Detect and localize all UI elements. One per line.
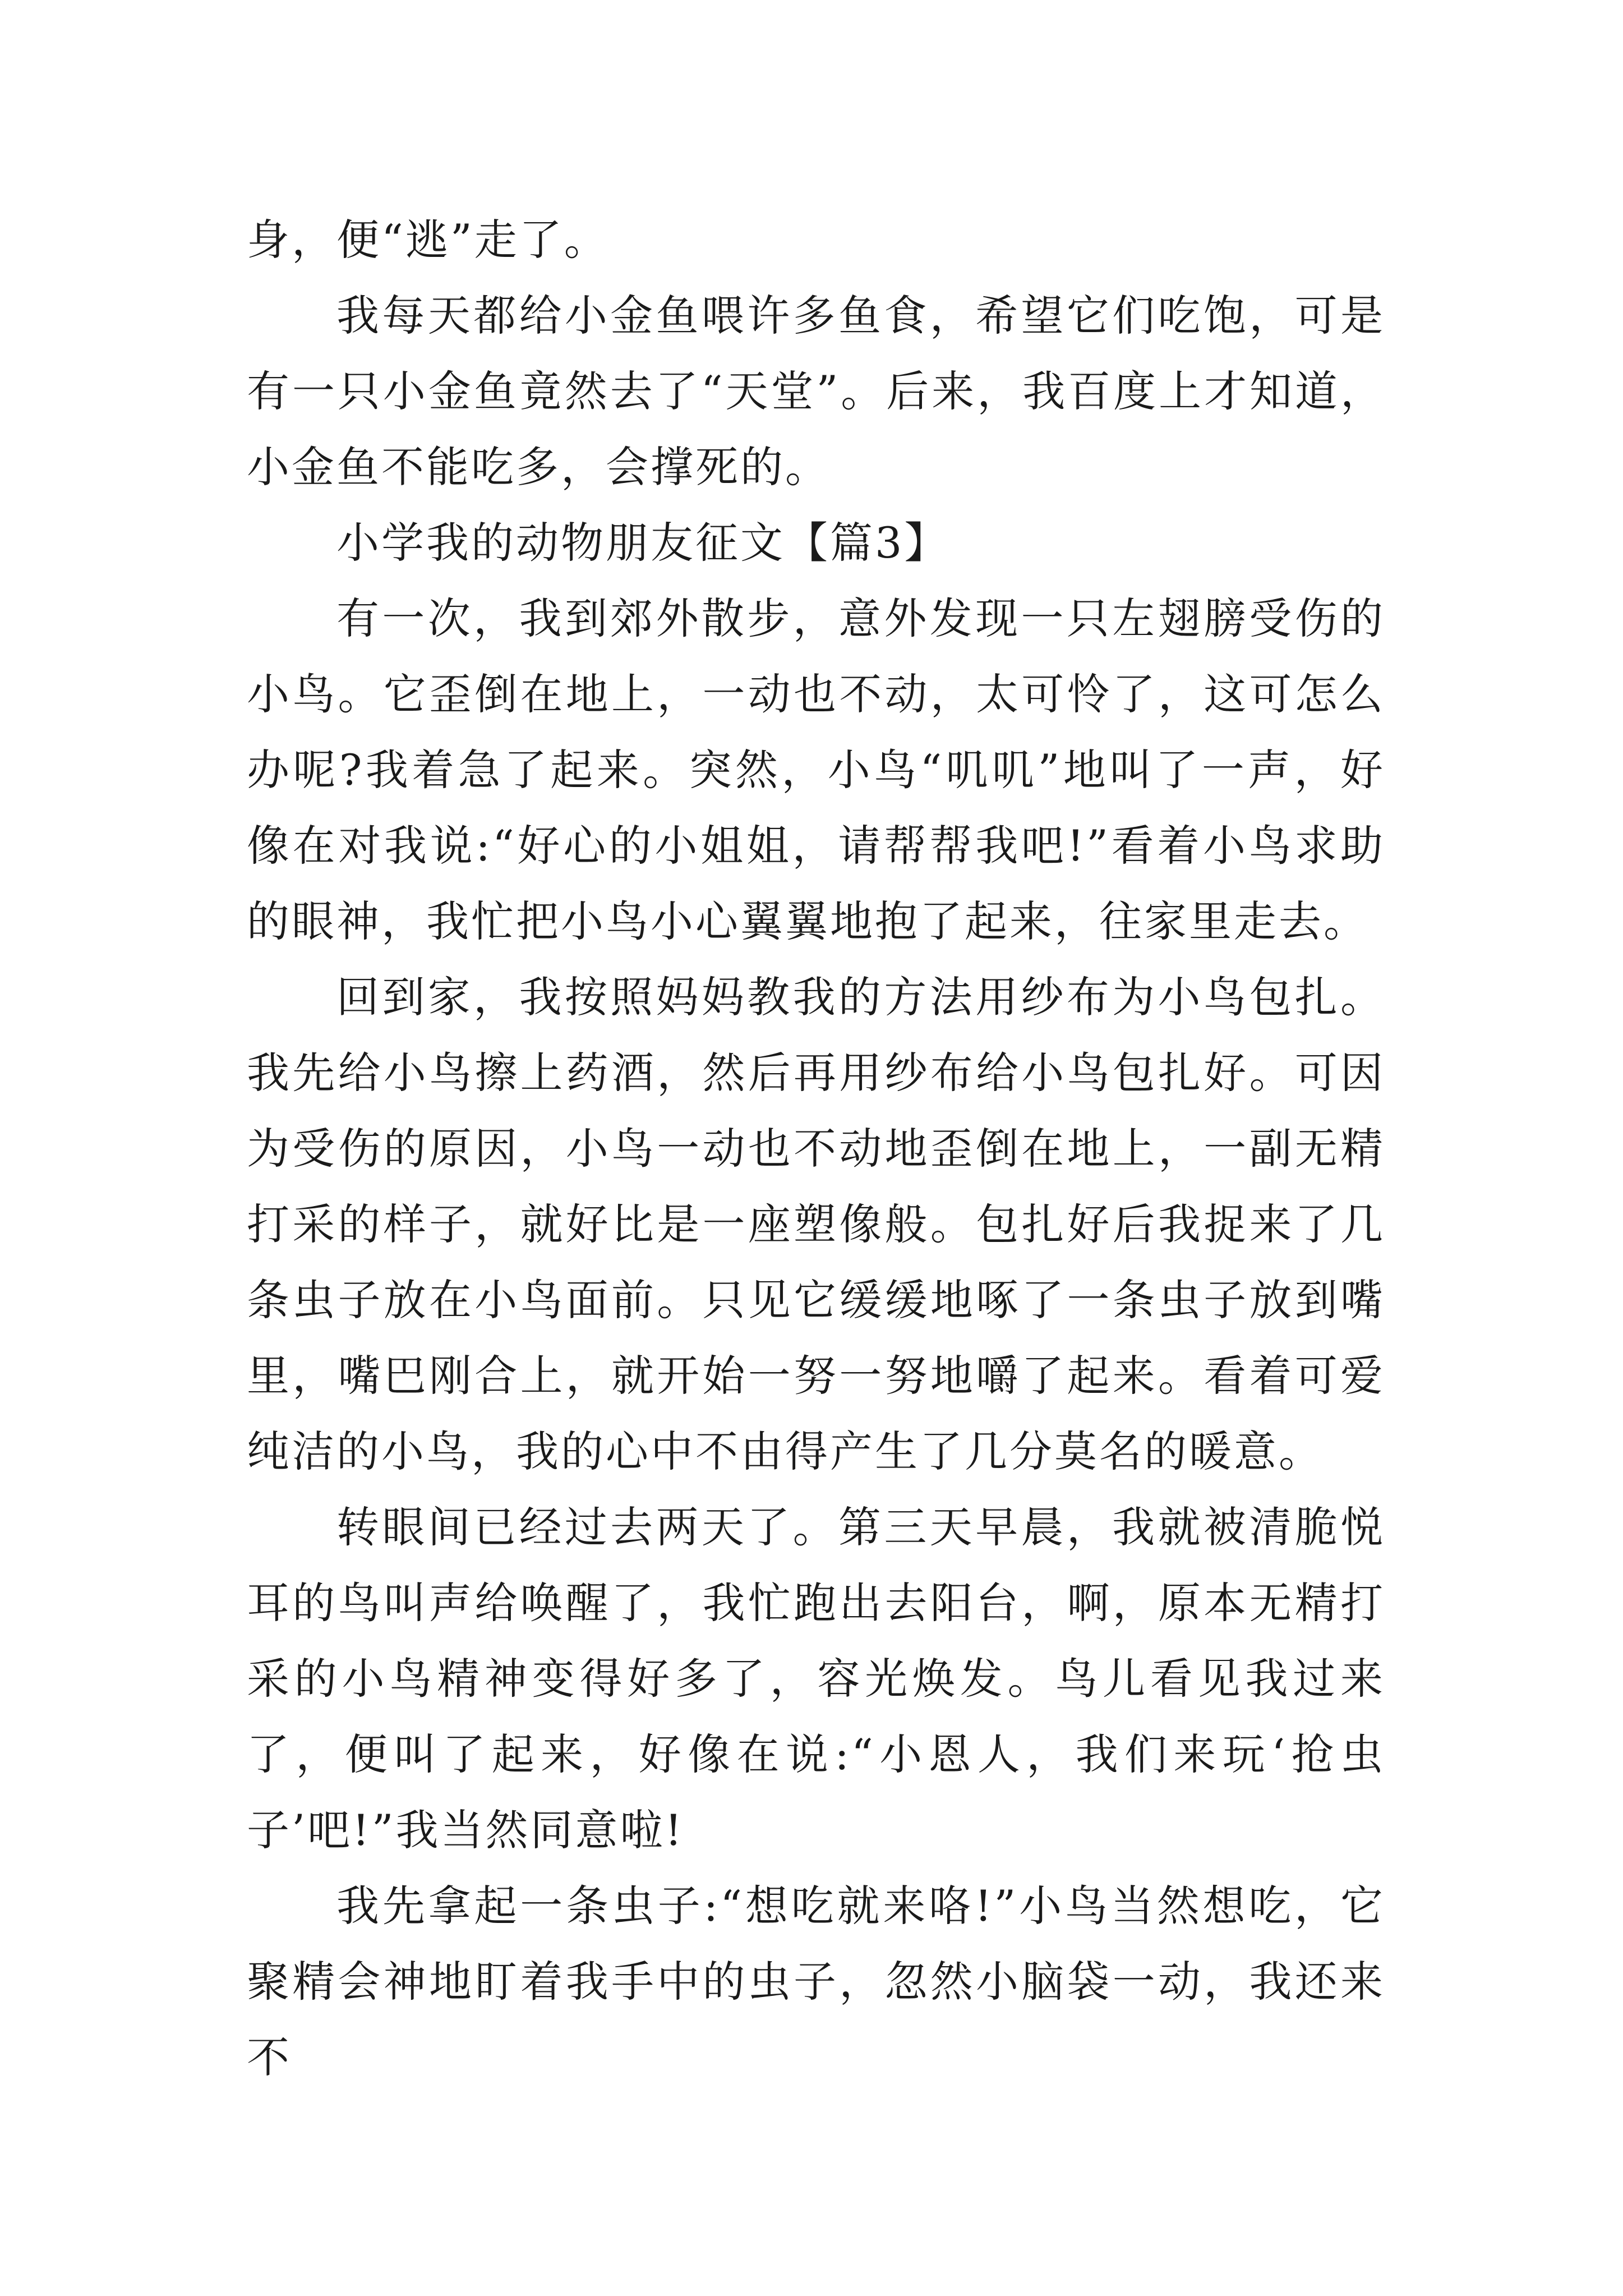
section-heading: 小学我的动物朋友征文【篇3】 xyxy=(336,518,949,568)
paragraph-goldfish: 我每天都给小金鱼喂许多鱼食，希望它们吃饱，可是有一只小金鱼竟然去了“天堂”。后来，我百度上才知道，小金鱼不能吃多，会撑死的。 xyxy=(247,291,1385,492)
paragraph-continuation: 身，便“逃”走了。 xyxy=(247,215,609,265)
paragraph-catch-worm: 我先拿起一条虫子:“想吃就来咯!”小鸟当然想吃，它聚精会神地盯着我手中的虫子，忽然小脑袋一动，我还来不 xyxy=(247,1881,1385,2082)
document-body xyxy=(247,202,1385,2095)
paragraph-found-bird: 有一次，我到郊外散步，意外发现一只左翅膀受伤的小鸟。它歪倒在地上，一动也不动，太可怜了，这可怎么办呢?我着急了起来。突然，小鸟“叽叽”地叫了一声，好像在对我说:“好心的小姐姐，请帮帮我吧!”看着小鸟求助的眼神，我忙把小鸟小心翼翼地抱了起来，往家里走去。 xyxy=(247,593,1385,946)
paragraph-third-morning: 转眼间已经过去两天了。第三天早晨，我就被清脆悦耳的鸟叫声给唤醒了，我忙跑出去阳台，啊，原本无精打采的小鸟精神变得好多了，容光焕发。鸟儿看见我过来了，便叫了起来，好像在说:“小恩人，我们来玩‘抢虫子’吧!”我当然同意啦! xyxy=(247,1502,1385,1855)
paragraph-bandage-bird: 回到家，我按照妈妈教我的方法用纱布为小鸟包扎。我先给小鸟擦上药酒，然后再用纱布给小鸟包扎好。可因为受伤的原因，小鸟一动也不动地歪倒在地上，一副无精打采的样子，就好比是一座塑像般。包扎好后我捉来了几条虫子放在小鸟面前。只见它缓缓地啄了一条虫子放到嘴里，嘴巴刚合上，就开始一努一努地嚼了起来。看着可爱纯洁的小鸟，我的心中不由得产生了几分莫名的暖意。 xyxy=(247,972,1385,1476)
